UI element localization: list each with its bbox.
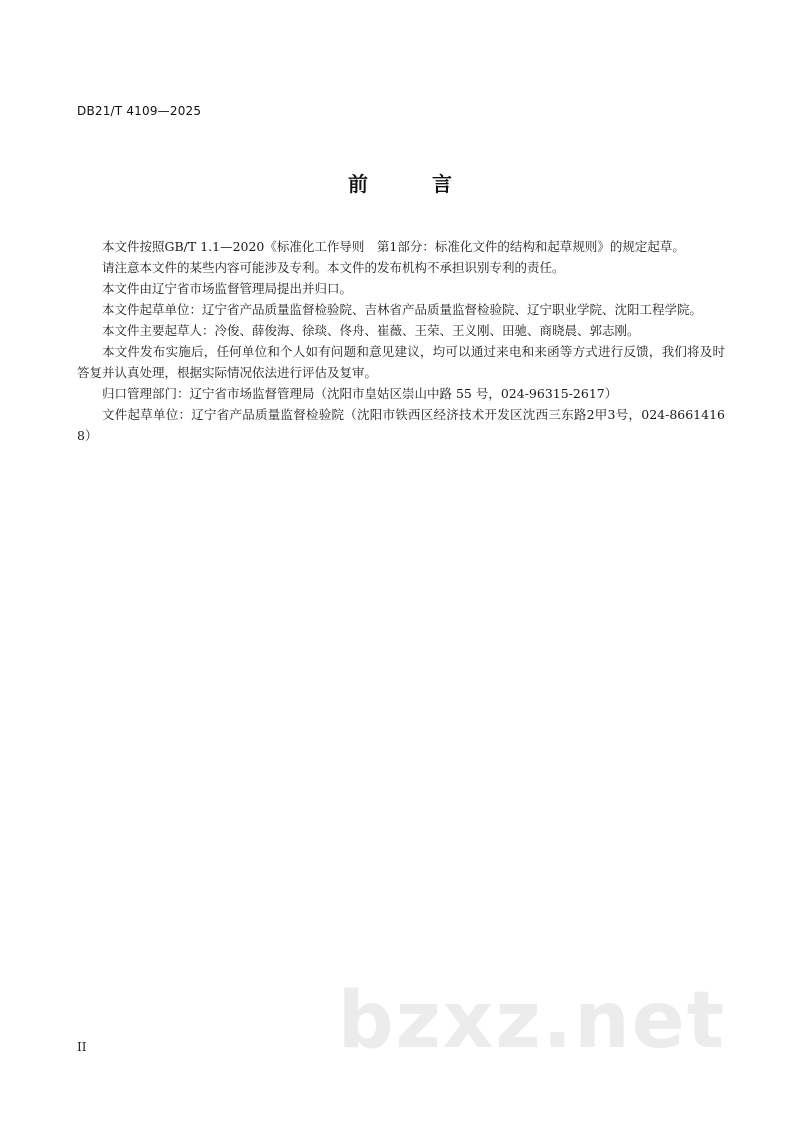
section-title: 前 言 [348, 172, 474, 196]
paragraph-feedback: 本文件发布实施后，任何单位和个人如有问题和意见建议，均可以通过来电和来函等方式进行反馈，我们将及时答复并认真处理，根据实际情况依法进行评估及复审。 [77, 344, 725, 380]
foreword-body [77, 236, 725, 446]
paragraph-patent-notice: 请注意本文件的某些内容可能涉及专利。本文件的发布机构不承担识别专利的责任。 [102, 260, 565, 275]
paragraph-drafters: 本文件主要起草人：冷俊、薛俊海、徐琰、佟舟、崔薇、王荣、王义刚、田驰、商晓晨、郭志刚。 [102, 323, 640, 338]
paragraph-drafting-units: 本文件起草单位：辽宁省产品质量监督检验院、吉林省产品质量监督检验院、辽宁职业学院、沈阳工程学院。 [102, 302, 703, 317]
paragraph-drafting-unit-contact: 文件起草单位：辽宁省产品质量监督检验院（沈阳市铁西区经济技术开发区沈西三东路2甲3号，024-86614168） [77, 407, 725, 443]
watermark: bzxz.net [337, 976, 726, 1066]
page-number: II [77, 1040, 87, 1054]
paragraph-management-dept: 归口管理部门：辽宁省市场监督管理局（沈阳市皇姑区崇山中路 55 号，024-96315-2617） [102, 386, 618, 401]
paragraph-drafting-rules: 本文件按照GB/T 1.1—2020《标准化工作导则 第1部分：标准化文件的结构和起草规则》的规定起草。 [102, 239, 685, 254]
document-code: DB21/T 4109—2025 [77, 104, 202, 118]
paragraph-proposer: 本文件由辽宁省市场监督管理局提出并归口。 [102, 281, 353, 296]
